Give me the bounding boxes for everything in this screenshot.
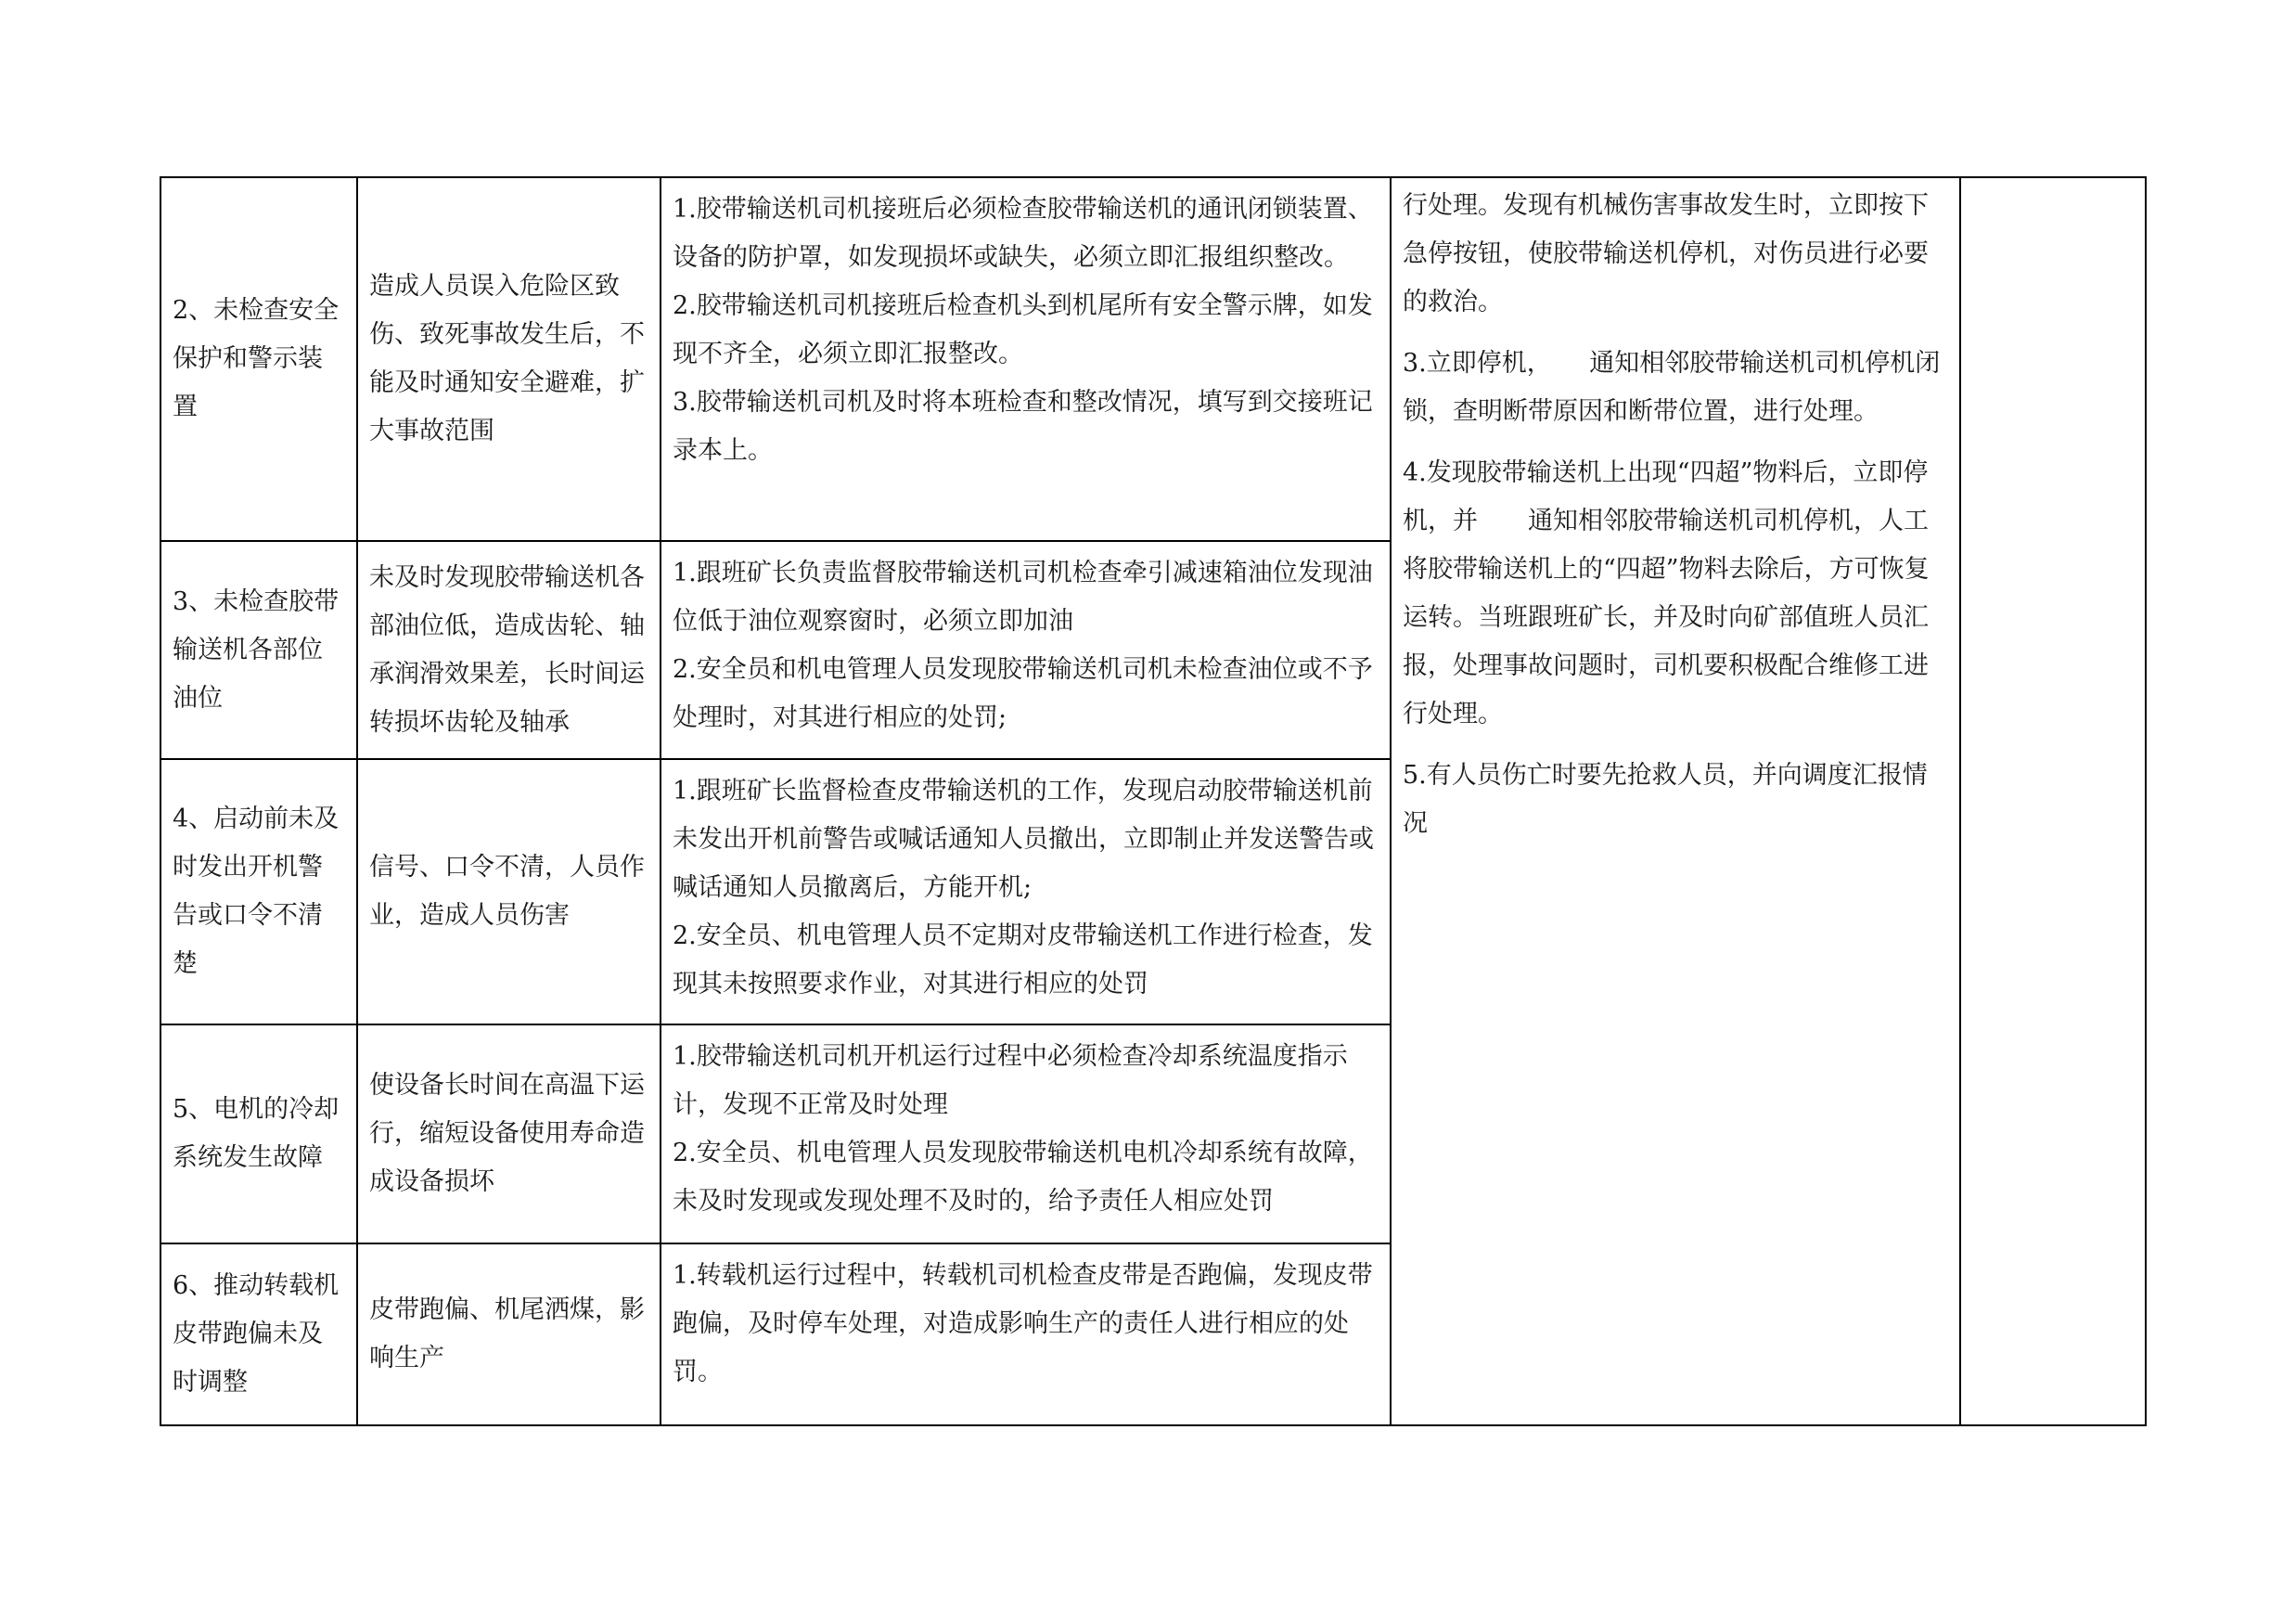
measure-item: 2.安全员、机电管理人员发现胶带输送机电机冷却系统有故障，未及时发现或发现处理不及时的，给予责任人相应处罚	[673, 1139, 1373, 1216]
table-row	[160, 177, 2146, 541]
consequence-cell: 使设备长时间在高温下运行，缩短设备使用寿命造成设备损坏	[357, 1024, 661, 1243]
control-measures-cell	[661, 1024, 1391, 1243]
hazard-item-cell: 3、未检查胶带输送机各部位油位	[160, 541, 357, 759]
consequence-cell: 皮带跑偏、机尾洒煤，影响生产	[357, 1243, 661, 1425]
emergency-measures-cell	[1391, 177, 1960, 1425]
measure-item: 2.胶带输送机司机接班后检查机头到机尾所有安全警示牌，如发现不齐全，必须立即汇报整改。	[673, 291, 1373, 368]
control-measures-cell	[661, 177, 1391, 541]
remarks-cell	[1960, 177, 2146, 1425]
consequence-cell: 信号、口令不清，人员作业，造成人员伤害	[357, 759, 661, 1024]
emergency-item: 5.有人员伤亡时要先抢救人员，并向调度汇报情况	[1403, 761, 1928, 838]
emergency-item: 3.立即停机， 通知相邻胶带输送机司机停机闭锁，查明断带原因和断带位置，进行处理。	[1403, 349, 1941, 426]
measure-item: 3.胶带输送机司机及时将本班检查和整改情况，填写到交接班记录本上。	[673, 388, 1373, 465]
control-measures-cell	[661, 541, 1391, 759]
hazard-control-table	[160, 176, 2147, 1426]
consequence-cell: 造成人员误入危险区致伤、致死事故发生后，不能及时通知安全避难，扩大事故范围	[357, 177, 661, 541]
measure-item: 2.安全员、机电管理人员不定期对皮带输送机工作进行检查，发现其未按照要求作业，对其进行相应的处罚	[673, 921, 1373, 998]
hazard-item-cell: 2、未检查安全保护和警示装置	[160, 177, 357, 541]
measure-item: 2.安全员和机电管理人员发现胶带输送机司机未检查油位或不予处理时，对其进行相应的处罚;	[673, 655, 1373, 732]
control-measures-cell	[661, 1243, 1391, 1425]
emergency-item: 4.发现胶带输送机上出现“四超”物料后，立即停机，并 通知相邻胶带输送机司机停机，人工将胶带输送机上的“四超”物料去除后，方可恢复运转。当班跟班矿长，并及时向矿部值班人员汇报，处理事故问题时，司机要积极配合维修工进行处理。	[1403, 458, 1930, 728]
measure-item: 1.跟班矿长负责监督胶带输送机司机检查牵引减速箱油位发现油位低于油位观察窗时，必须立即加油	[673, 559, 1373, 636]
hazard-item-cell: 5、电机的冷却系统发生故障	[160, 1024, 357, 1243]
hazard-item-cell: 4、启动前未及时发出开机警告或口令不清楚	[160, 759, 357, 1024]
measure-item: 1.胶带输送机司机接班后必须检查胶带输送机的通讯闭锁装置、设备的防护罩，如发现损坏或缺失，必须立即汇报组织整改。	[673, 195, 1373, 272]
measure-item: 1.跟班矿长监督检查皮带输送机的工作，发现启动胶带输送机前未发出开机前警告或喊话通知人员撤出，立即制止并发送警告或喊话通知人员撤离后，方能开机;	[673, 777, 1374, 902]
hazard-item-cell: 6、推动转载机皮带跑偏未及时调整	[160, 1243, 357, 1425]
measure-item: 1.胶带输送机司机开机运行过程中必须检查冷却系统温度指示计，发现不正常及时处理	[673, 1042, 1348, 1119]
control-measures-cell	[661, 759, 1391, 1024]
emergency-item: 行处理。发现有机械伤害事故发生时，立即按下急停按钮，使胶带输送机停机，对伤员进行必要的救治。	[1403, 191, 1929, 316]
consequence-cell: 未及时发现胶带输送机各部油位低，造成齿轮、轴承润滑效果差，长时间运转损坏齿轮及轴承	[357, 541, 661, 759]
measure-item: 1.转载机运行过程中，转载机司机检查皮带是否跑偏，发现皮带跑偏，及时停车处理，对造成影响生产的责任人进行相应的处罚。	[673, 1261, 1373, 1386]
